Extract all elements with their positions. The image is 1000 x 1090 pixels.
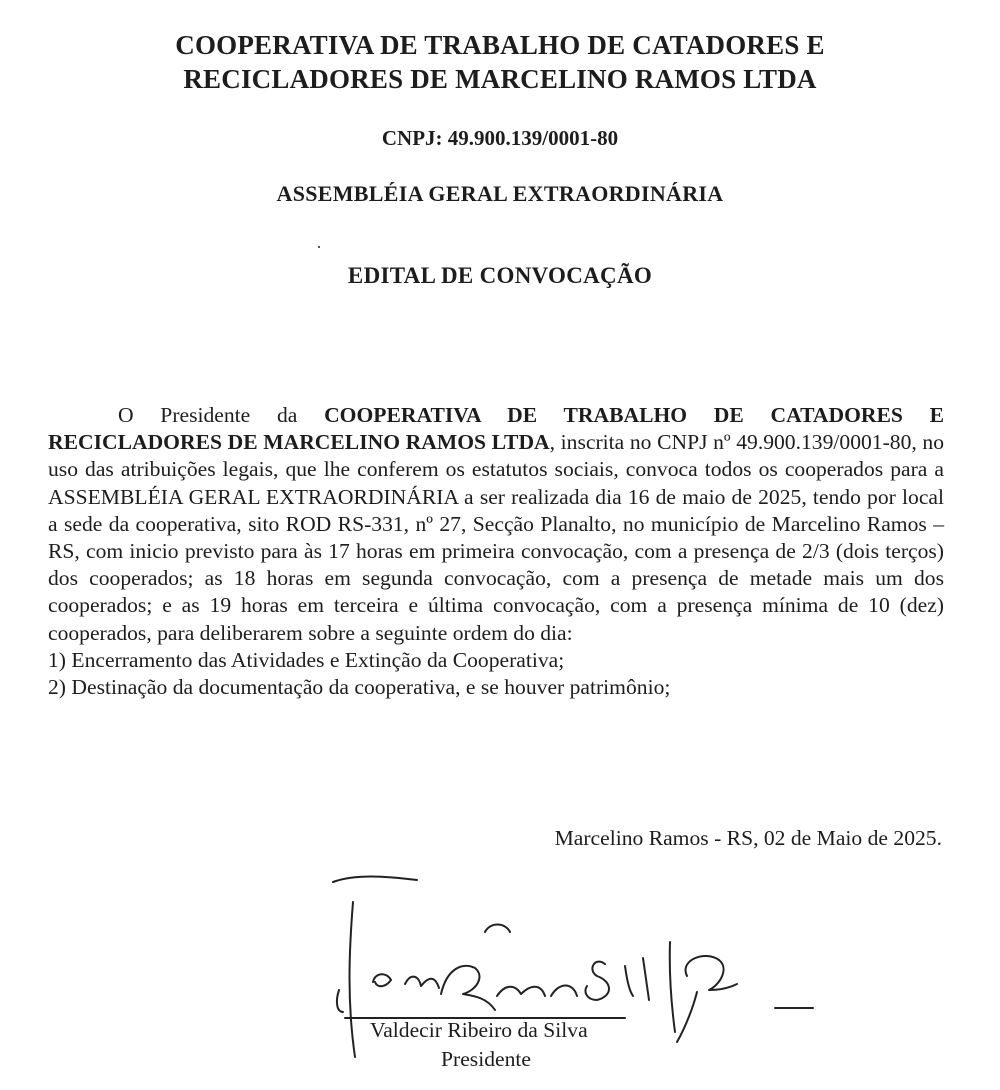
org-name-line-1: COOPERATIVA DE TRABALHO DE CATADORES E (175, 30, 825, 60)
cooperative-name: COOPERATIVA DE TRABALHO DE CATADORES E RECICLADORES DE MARCELINO RAMOS LTDA (48, 403, 944, 455)
organization-name (0, 28, 1000, 96)
convocation-text: , inscrita no CNPJ nº 49.900.139/0001-80, no uso das atribuições legais, que lhe conferem os estatutos sociais, convoca todos os cooperados para a ASSEMBLÉIA GERAL EXTRAORDINÁRIA a ser realizada dia 16 de maio de 2025, tendo por local a sede da cooperativa, sito ROD RS-331, nº 27, Secção Planalto, no município de Marcelino Ramos – RS, com inicio previsto para às 17 horas em primeira convocação, com a presença de 2/3 (dois terços) dos cooperados; as 18 horas em segunda convocação, com a presença de metade mais um dos cooperados; e as 19 horas em terceira e última convocação, com a presença mínima de 10 (dez) cooperados, para deliberarem sobre a seguinte ordem do dia: (48, 430, 944, 645)
agenda-item: 2) Destinação da documentação da cooperativa, e se houver patrimônio; (48, 675, 671, 700)
convocation-paragraph (48, 402, 944, 647)
lead-text: O Presidente da (118, 403, 298, 427)
convocation-body (48, 402, 944, 701)
scan-speck (318, 246, 320, 248)
place-and-date: Marcelino Ramos - RS, 02 de Maio de 2025. (554, 826, 942, 850)
assembly-title: ASSEMBLÉIA GERAL EXTRAORDINÁRIA (276, 181, 724, 206)
document-title: EDITAL DE CONVOCAÇÃO (347, 263, 653, 288)
org-name-line-2: RECICLADORES DE MARCELINO RAMOS LTDA (183, 64, 817, 94)
signer-role: Presidente (441, 1047, 531, 1071)
agenda-item: 1) Encerramento das Atividades e Extinção da Cooperativa; (48, 647, 565, 672)
signer-name: Valdecir Ribeiro da Silva (370, 1018, 588, 1042)
cnpj-line: CNPJ: 49.900.139/0001-80 (381, 126, 619, 150)
